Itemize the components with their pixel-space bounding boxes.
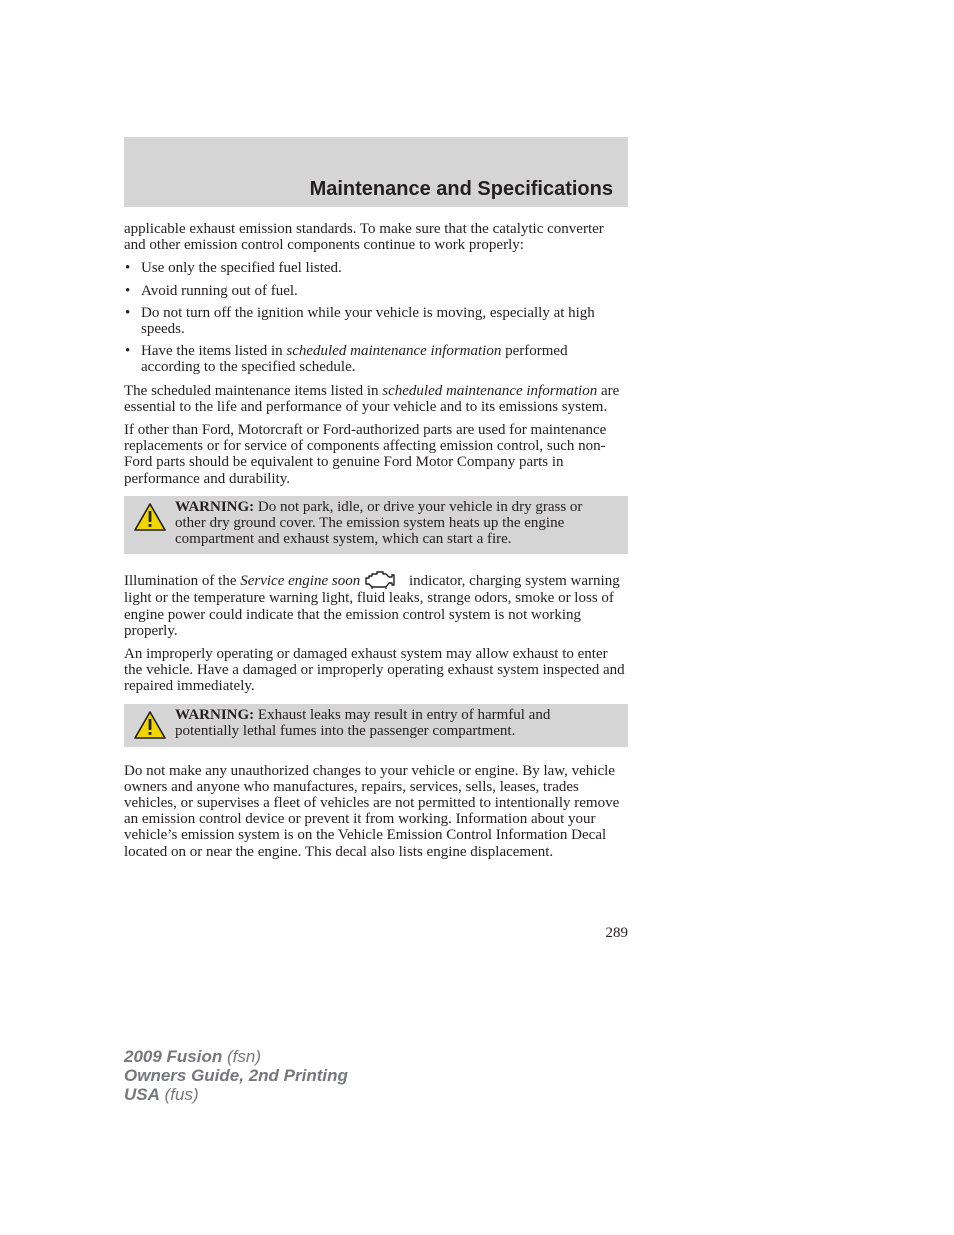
bullet-dot: • (125, 282, 131, 299)
section-header-band (124, 137, 628, 207)
cross-reference: scheduled maintenance information (382, 382, 598, 399)
bullet-dot: • (125, 343, 131, 360)
list-item: • Avoid running out of fuel. (125, 282, 298, 299)
warning-box-exhaust (124, 704, 628, 747)
warning-text: Exhaust leaks may result in entry of harmful and potentially lethal fumes into the passenger compartment. (175, 706, 551, 739)
exhaust-paragraph: An improperly operating or damaged exhaust system may allow exhaust to enter the vehicle. Have a damaged or improperly operating exhaust system inspected and repaired immediately. (124, 646, 625, 695)
engine-icon (363, 570, 397, 590)
warning-label: WARNING: (175, 706, 255, 723)
section-title: Maintenance and Specifications (309, 178, 613, 200)
bullet-dot: • (125, 260, 131, 277)
page-content (124, 221, 628, 867)
list-item: • Do not turn off the ignition while your vehicle is moving, especially at high speeds. (125, 304, 595, 338)
illumination-paragraph: Illumination of the Service engine soon indicator, charging system warning light or the temperature warning light, fluid leaks, strange odors, smoke or loss of engine power could indicate that the emission control system is not working properly. (124, 570, 628, 639)
intro-paragraph: applicable exhaust emission standards. To make sure that the catalytic converter and other emission control components continue to work properly: (124, 221, 604, 254)
bullet-dot: • (125, 304, 131, 321)
warning-label: WARNING: (175, 498, 255, 515)
document-footer (124, 1047, 348, 1104)
page-number: 289 (605, 925, 628, 941)
indicator-name: Service engine soon (240, 573, 361, 590)
footer-line-edition: Owners Guide, 2nd Printing (124, 1066, 348, 1085)
parts-paragraph: If other than Ford, Motorcraft or Ford-authorized parts are used for maintenance replacements or for service of components affecting emission control, such non-Ford parts should be equivalent to genuine Ford Motor Company parts in performance and durability. (124, 422, 607, 487)
warning-triangle-icon (133, 710, 167, 740)
warning-text: Do not park, idle, or drive your vehicle in dry grass or other dry ground cover. The emission system heats up the engine compartment and exhaust system, which can start a fire. (175, 498, 583, 548)
cross-reference: scheduled maintenance information (286, 343, 502, 360)
unauthorized-changes-paragraph: Do not make any unauthorized changes to your vehicle or engine. By law, vehicle owners and anyone who manufactures, repairs, services, sells, leases, trades vehicles, or supervises a fleet of vehicles are not permitted to intentionally remove an emission control device or prevent it from working. Information about your vehicle’s emission system is on the Vehicle Emission Control Information Decal located on or near the engine. This decal also lists engine displacement. (124, 762, 620, 860)
warning-triangle-icon (133, 502, 167, 532)
list-item: • Have the items listed in scheduled maintenance information performed according to the specified schedule. (125, 343, 568, 376)
footer-line-market: USA (fus) (124, 1085, 199, 1104)
warning-box-fire (124, 496, 628, 555)
footer-line-model: 2009 Fusion (fsn) (124, 1047, 261, 1066)
scheduled-maintenance-paragraph: The scheduled maintenance items listed in scheduled maintenance information are essential to the life and performance of your vehicle and to its emissions system. (124, 382, 620, 415)
bullet-list (124, 260, 628, 375)
list-item: • Use only the specified fuel listed. (125, 260, 342, 277)
